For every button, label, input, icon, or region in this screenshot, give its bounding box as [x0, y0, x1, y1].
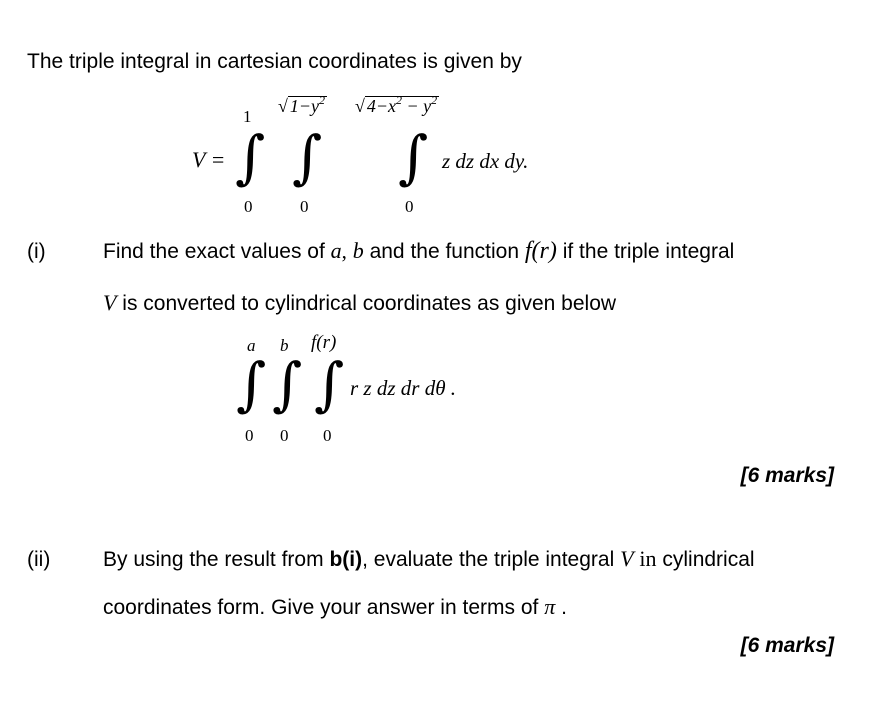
eq2-lower-1: 0	[245, 426, 254, 445]
integral-sign-icon: ∫	[235, 123, 266, 191]
eq1-middle-upper: √ $1-y^2$	[278, 93, 326, 116]
part-i-line2: V is converted to cylindrical coordinates as given below	[103, 290, 617, 315]
integral-sign-icon: ∫	[292, 123, 323, 191]
part-ii-line2: coordinates form. Give your answer in terms of π .	[103, 594, 567, 619]
part-i-label: (i)	[27, 240, 46, 263]
eq1-middle-lower: 0	[300, 197, 309, 216]
part-ii-marks: [6 marks]	[740, 634, 834, 657]
part-i-line1: Find the exact values of a, b and the function f(r) if the triple integral	[103, 238, 735, 264]
intro-text: The triple integral in cartesian coordinates is given by	[27, 50, 522, 73]
eq2-upper-fr: f(r)	[311, 332, 337, 353]
eq1-outer-lower: 0	[244, 197, 253, 216]
integral-sign-icon: ∫	[236, 350, 267, 418]
part-ii-line1: By using the result from b(i), evaluate the triple integral V in cylindrical	[103, 546, 755, 571]
integral-sign-icon: ∫	[272, 350, 303, 418]
part-ii-label: (ii)	[27, 548, 51, 571]
integral-sign-icon: ∫	[314, 350, 345, 418]
eq2-upper-a: a	[247, 336, 256, 355]
eq2-upper-b: b	[280, 336, 289, 355]
eq1-integrand: z dz dx dy.	[442, 149, 529, 173]
eq2-lower-2: 0	[280, 426, 289, 445]
integral-sign-icon: ∫	[398, 123, 429, 191]
part-i-marks: [6 marks]	[740, 464, 834, 487]
eq1-lhs: V =	[192, 147, 226, 172]
eq1-inner-lower: 0	[405, 197, 414, 216]
eq1-outer-upper: 1	[243, 107, 252, 126]
eq2-integrand: r z dz dr dθ .	[350, 376, 457, 400]
eq1-inner-upper: √ $4-x^2 - y^2$	[355, 93, 438, 116]
eq2-lower-3: 0	[323, 426, 332, 445]
